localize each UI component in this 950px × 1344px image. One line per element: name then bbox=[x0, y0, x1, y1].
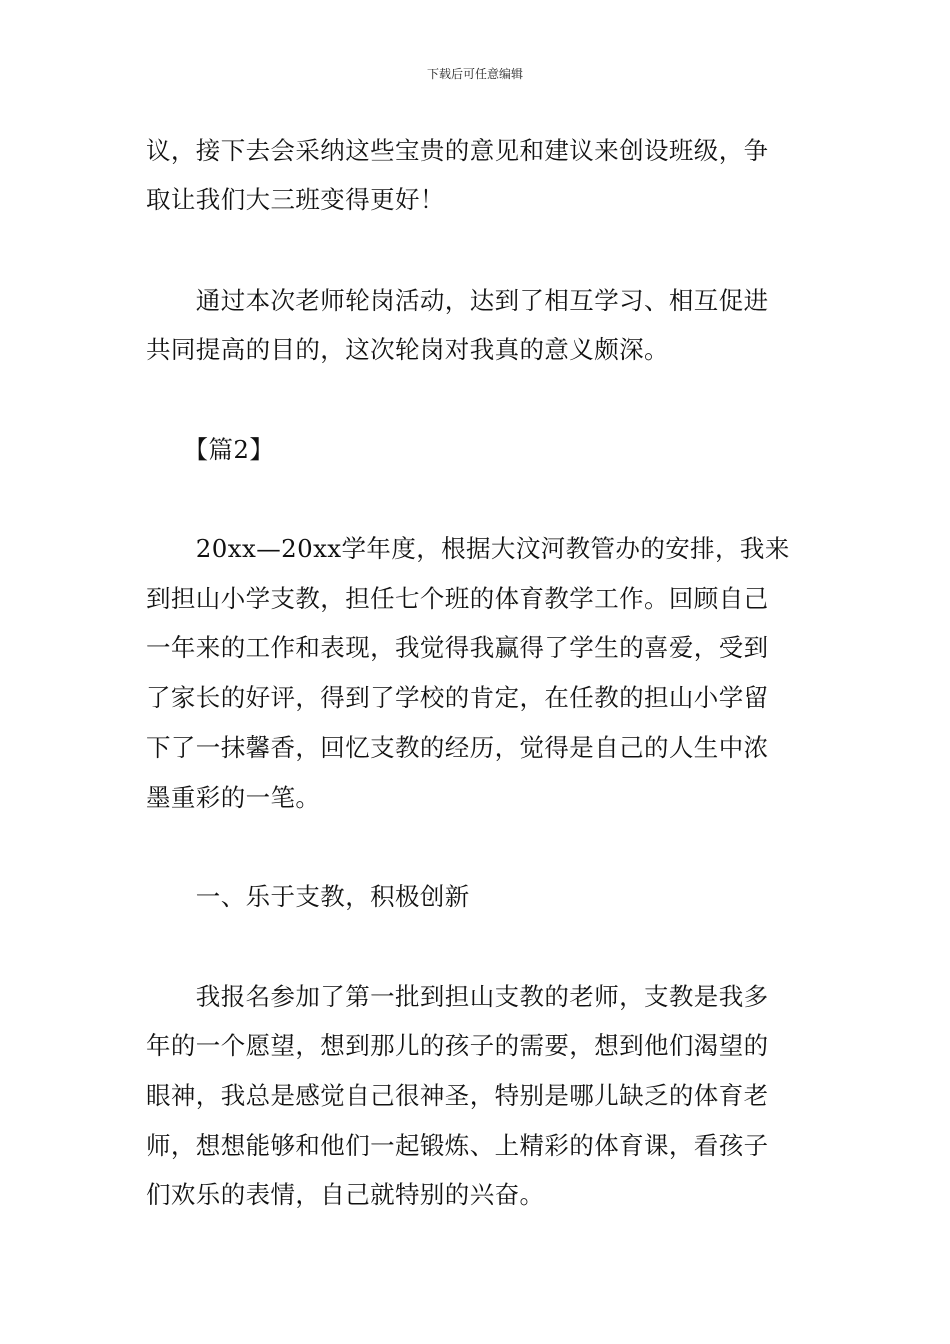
text-line: 我报名参加了第一批到担山支教的老师，支教是我多 bbox=[146, 982, 769, 1011]
text-line: 共同提高的目的，这次轮岗对我真的意义颇深。 bbox=[146, 335, 669, 364]
text-line: 眼神，我总是感觉自己很神圣，特别是哪儿缺乏的体育老 bbox=[146, 1081, 769, 1110]
text-line: 议，接下去会采纳这些宝贵的意见和建议来创设班级，争 bbox=[146, 136, 769, 165]
text-line: 们欢乐的表情，自己就特别的兴奋。 bbox=[146, 1180, 545, 1209]
page-header-note: 下载后可任意编辑 bbox=[426, 67, 523, 81]
text-line: 20xx—20xx学年度，根据大汶河教管办的安排，我来 bbox=[146, 534, 790, 563]
section-heading: 【篇2】 bbox=[146, 435, 275, 464]
text-line: 墨重彩的一笔。 bbox=[146, 783, 321, 812]
text-line: 取让我们大三班变得更好！ bbox=[146, 185, 445, 214]
text-line: 年的一个愿望，想到那儿的孩子的需要，想到他们渴望的 bbox=[146, 1031, 769, 1060]
text-line: 一年来的工作和表现，我觉得我赢得了学生的喜爱，受到 bbox=[146, 633, 769, 662]
text-line: 师，想想能够和他们一起锻炼、上精彩的体育课，看孩子 bbox=[146, 1131, 769, 1160]
text-line: 到担山小学支教，担任七个班的体育教学工作。回顾自己 bbox=[146, 584, 769, 613]
text-line: 通过本次老师轮岗活动，达到了相互学习、相互促进 bbox=[146, 286, 769, 315]
text-line: 下了一抹馨香，回忆支教的经历，觉得是自己的人生中浓 bbox=[146, 733, 769, 762]
subsection-heading: 一、乐于支教，积极创新 bbox=[146, 882, 470, 911]
text-line: 了家长的好评，得到了学校的肯定，在任教的担山小学留 bbox=[146, 683, 769, 712]
